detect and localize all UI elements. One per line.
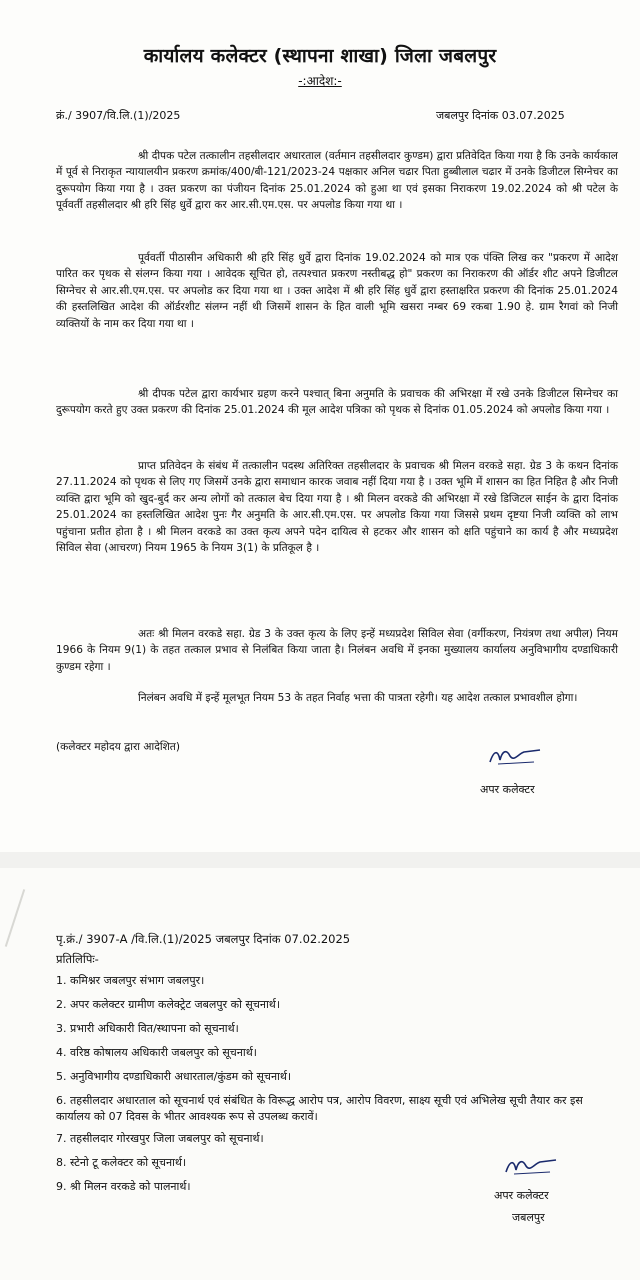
copy-item-2: 2. अपर कलेक्टर ग्रामीण कलेक्ट्रेट जबलपुर को सूचनार्थ। [56,998,281,1011]
paragraph-5: अतः श्री मिलन वरकडे सहा. ग्रेड 3 के उक्त कृत्य के लिए इन्हें मध्यप्रदेश सिविल सेवा (वर्गीकरण, नियंत्रण तथा अपील) नियम 1966 के नियम 9(1) के तहत तत्काल प्रभाव से निलंबित किया जाता है। निलंबन अवधि में इनका मुख्यालय कार्यालय अनुविभागीय दण्डाधिकारी कुण्डम रहेगा । [56,628,618,673]
paragraph-2: पूर्ववर्ती पीठासीन अधिकारी श्री हरि सिंह धुर्वे द्वारा दिनांक 19.02.2024 को मात्र एक पंक्ति लिख कर "प्रकरण में आदेश पारित कर पृथक से संलग्न किया गया । आवेदक सूचित हो, तत्पश्चात प्रकरण नस्तीबद्ध हो" प्रकरण का निराकरण की ऑर्डर शीट अपने डिजीटल सिग्नेचर से आर.सी.एम.एस. पर अपलोड कर दिया गया था । उक्त आदेश में श्री हरि सिंह धुर्वे द्वारा हस्ताक्षरित प्रकरण की दिनांक 25.01.2024 की हस्तलिखित आदेश की ऑर्डरशीट संलग्न नहीं थी जिसमें शासन के हित वाली भूमि खसरा नम्बर 69 रकबा 1.90 हे. ग्राम रैगवां को निजी व्यक्तियों के नाम कर दिया गया था । [56,252,618,330]
signature-2 [500,1152,560,1178]
copy-item-4: 4. वरिष्ठ कोषालय अधिकारी जबलपुर को सूचनार्थ। [56,1046,257,1059]
paragraph-6: निलंबन अवधि में इन्हें मूलभूत नियम 53 के तहत निर्वाह भत्ता की पात्रता रहेगी। यह आदेश तत्काल प्रभावशील होगा। [138,692,578,704]
copy-reference: पृ.क्रं./ 3907-A /वि.लि.(1)/2025 जबलपुर दिनांक 07.02.2025 [56,932,351,946]
copy-item-8: 8. स्टेनो टू कलेक्टर को सूचनार्थ। [56,1156,187,1169]
reference-place-date: जबलपुर दिनांक 03.07.2025 [436,109,565,122]
copy-item-9: 9. श्री मिलन वरकडे को पालनार्थ। [56,1180,191,1193]
paper-crease [5,889,25,947]
signature-1 [484,742,544,768]
order-heading: -:आदेश:- [298,74,342,88]
paragraph-3: श्री दीपक पटेल द्वारा कार्यभार ग्रहण करने पश्चात् बिना अनुमति के प्रवाचक की अभिरक्षा में रखे उनके डिजीटल सिग्नेचर का दुरूपयोग करते हुए उक्त प्रकरण की दिनांक 25.01.2024 की मूल आदेश पत्रिका को पृथक से दिनांक 01.05.2024 को अपलोड किया गया । [56,388,618,417]
office-title: कार्यालय कलेक्टर (स्थापना शाखा) जिला जबलपुर [143,45,497,67]
copy-item-1: 1. कमिश्नर जबलपुर संभाग जबलपुर। [56,974,205,987]
copy-item-5: 5. अनुविभागीय दण्डाधिकारी अधारताल/कुंडम को सूचनार्थ। [56,1070,292,1083]
closing-note: (कलेक्टर महोदय द्वारा आदेशित) [56,741,180,753]
paragraph-4: प्राप्त प्रतिवेदन के संबंध में तत्कालीन पदस्थ अतिरिक्त तहसीलदार के प्रवाचक श्री मिलन वरकडे सहा. ग्रेड 3 के कथन दिनांक 27.11.2024 को पृथक से लिए गए जिसमें उनके द्वारा समाधान कारक जवाब नहीं दिया गया है । उक्त भूमि में शासन का हित निहित है और निजी व्यक्ति द्वारा भूमि को खुद-बुर्द कर अन्य लोगों को तत्काल बेच दिया गया है । श्री मिलन वरकडे की अभिरक्षा में रखे डिजिटल साईन के द्वारा दिनांक 25.01.2024 का हस्तलिखित आदेश पुनः गैर अनुमति के आर.सी.एम.एस. पर अपलोड किया गया जिससे प्रथम दृष्टया निजी व्यक्ति को लाभ पहुंचाना प्रतीत होता है । श्री मिलन वरकडे का उक्त कृत्य अपने पदेन दायित्व से हटकर और शासन को क्षति पहुंचाने का कार्य है और मध्यप्रदेश सिविल सेवा (आचरण) नियम 1965 के नियम 3(1) के प्रतिकूल है । [56,460,618,555]
signature-2-designation: अपर कलेक्टर [494,1189,549,1202]
sheet-separator [0,852,640,868]
copy-heading: प्रतिलिपिः- [56,952,99,966]
paragraph-1: श्री दीपक पटेल तत्कालीन तहसीलदार अधारताल (वर्तमान तहसीलदार कुण्डम) द्वारा प्रतिवेदित किया गया है कि उनके कार्यकाल में पूर्व से निराकृत न्यायालयीन प्रकरण क्रमांक/400/बी-121/2023-24 पक्षकार अनिल चढार पिता हुब्बीलाल चढार में उनके डिजीटल सिग्नेचर का दुरूपयोग किया गया है । उक्त प्रकरण का पंजीयन दिनांक 25.01.2024 को हुआ था एवं इसका निराकरण 19.02.2024 को श्री पटेल के पूर्ववर्ती तहसीलदार श्री हरि सिंह धुर्वे द्वारा कर आर.सी.एम.एस. पर अपलोड किया गया था । [56,150,618,212]
copy-item-3: 3. प्रभारी अधिकारी वित/स्थापना को सूचनार्थ। [56,1022,239,1035]
signature-1-designation: अपर कलेक्टर [480,783,535,796]
copy-item-7: 7. तहसीलदार गोरखपुर जिला जबलपुर को सूचनार्थ। [56,1132,264,1145]
signature-2-place: जबलपुर [512,1211,545,1224]
copy-item-6: 6. तहसीलदार अधारताल को सूचनार्थ एवं संबंधित के विरूद्ध आरोप पत्र, आरोप विवरण, साक्ष्य सूची एवं अभिलेख सूची तैयार कर इस कार्यालय को 07 दिवस के भीतर आवश्यक रूप से उपलब्ध करावें। [56,1094,583,1123]
reference-number: क्रं./ 3907/वि.लि.(1)/2025 [56,109,181,122]
